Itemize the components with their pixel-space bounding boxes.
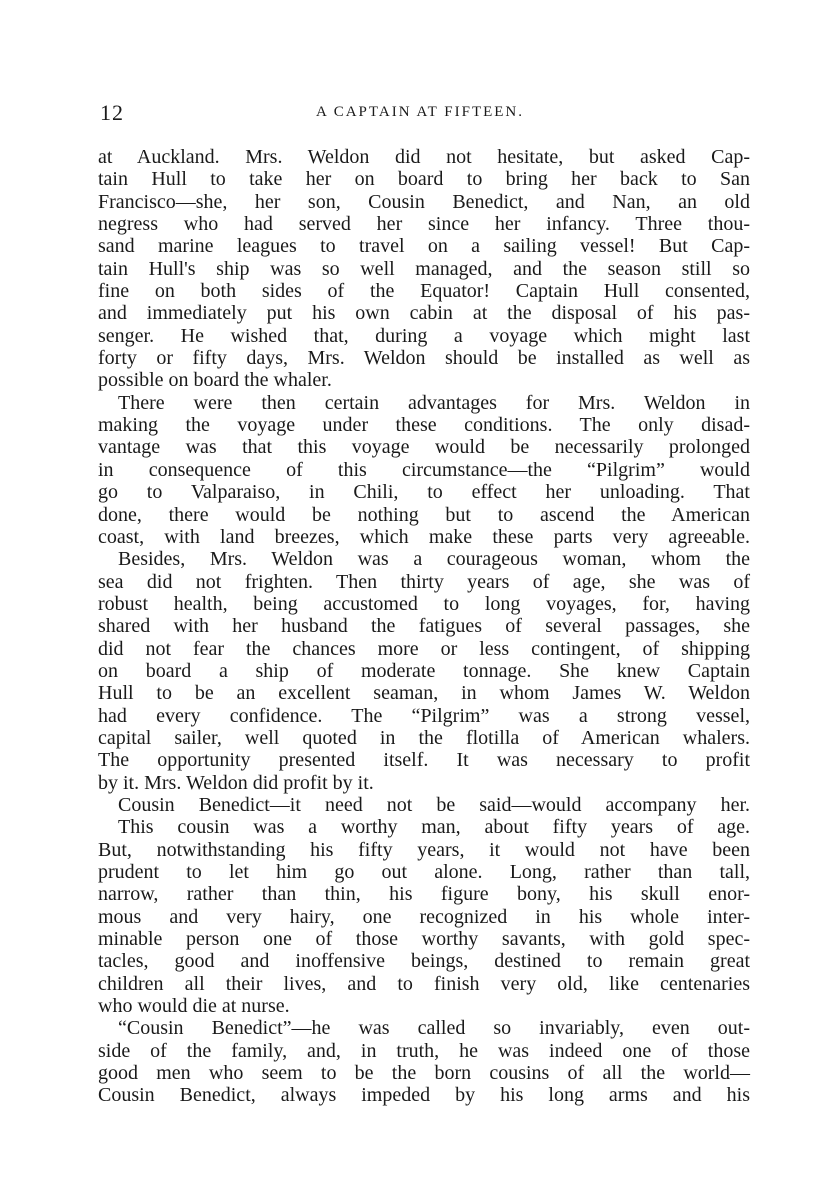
text-line: mous and very hairy, one recognized in his whole inter-	[98, 905, 750, 928]
text-line: Cousin Benedict—it need not be said—would accompany her.	[118, 793, 750, 816]
text-line: by it. Mrs. Weldon did profit by it.	[98, 771, 374, 794]
text-line: Hull to be an excellent seaman, in whom James W. Weldon	[98, 682, 750, 705]
text-line: Cousin Benedict, always impeded by his long arms and his	[98, 1084, 750, 1107]
text-line: shared with her husband the fatigues of several passages, she	[98, 615, 750, 638]
text-line: Besides, Mrs. Weldon was a courageous woman, whom the	[118, 548, 750, 571]
text-line: sand marine leagues to travel on a sailing vessel! But Cap-	[98, 235, 750, 258]
text-line: sea did not frighten. Then thirty years of age, she was of	[98, 570, 750, 593]
text-line: “Cousin Benedict”—he was called so invariably, even out-	[118, 1017, 750, 1040]
text-line: side of the family, and, in truth, he was indeed one of those	[98, 1039, 750, 1062]
text-line: robust health, being accustomed to long voyages, for, having	[98, 592, 750, 615]
text-line: possible on board the whaler.	[98, 369, 332, 392]
text-line: had every confidence. The “Pilgrim” was a strong vessel,	[98, 704, 750, 727]
body-text	[98, 146, 750, 1107]
text-line: did not fear the chances more or less contingent, of shipping	[98, 637, 750, 660]
page-number: 12	[100, 100, 124, 125]
text-line: tain Hull to take her on board to bring her back to San	[98, 168, 750, 191]
text-line: at Auckland. Mrs. Weldon did not hesitate, but asked Cap-	[98, 146, 750, 168]
text-line: coast, with land breezes, which make these parts very agreeable.	[98, 525, 750, 548]
text-line: go to Valparaiso, in Chili, to effect her unloading. That	[98, 481, 750, 504]
text-line: and immediately put his own cabin at the disposal of his pas-	[98, 302, 750, 325]
text-line: capital sailer, well quoted in the flotilla of American whalers.	[98, 726, 750, 749]
page-header	[100, 100, 740, 130]
text-line: Francisco—she, her son, Cousin Benedict, and Nan, an old	[98, 190, 750, 213]
running-title: A CAPTAIN AT FIFTEEN.	[315, 104, 525, 120]
text-line: on board a ship of moderate tonnage. She knew Captain	[98, 659, 750, 682]
text-line: children all their lives, and to finish very old, like centenaries	[98, 972, 750, 995]
text-line: who would die at nurse.	[98, 995, 290, 1018]
text-line: in consequence of this circumstance—the “Pilgrim” would	[98, 458, 750, 481]
text-line: narrow, rather than thin, his figure bony, his skull enor-	[98, 883, 750, 906]
text-line: tain Hull's ship was so well managed, and the season still so	[98, 257, 750, 280]
text-line: vantage was that this voyage would be necessarily prolonged	[98, 436, 750, 459]
text-line: good men who seem to be the born cousins of all the world—	[98, 1062, 750, 1085]
text-line: The opportunity presented itself. It was necessary to profit	[98, 749, 750, 772]
text-line: forty or fifty days, Mrs. Weldon should be installed as well as	[98, 347, 750, 370]
text-line: prudent to let him go out alone. Long, rather than tall,	[98, 861, 750, 883]
text-line: There were then certain advantages for Mrs. Weldon in	[118, 391, 750, 414]
text-line: tacles, good and inoffensive beings, destined to remain great	[98, 950, 750, 973]
text-line: minable person one of those worthy savants, with gold spec-	[98, 928, 750, 951]
text-line: senger. He wished that, during a voyage which might last	[98, 324, 750, 347]
text-line: done, there would be nothing but to ascend the American	[98, 503, 750, 526]
text-line: This cousin was a worthy man, about fifty years of age.	[118, 816, 750, 839]
text-line: making the voyage under these conditions. The only disad-	[98, 414, 750, 437]
text-line: negress who had served her since her infancy. Three thou-	[98, 213, 750, 236]
text-line: fine on both sides of the Equator! Captain Hull consented,	[98, 280, 750, 303]
text-line: But, notwithstanding his fifty years, it would not have been	[98, 838, 750, 861]
